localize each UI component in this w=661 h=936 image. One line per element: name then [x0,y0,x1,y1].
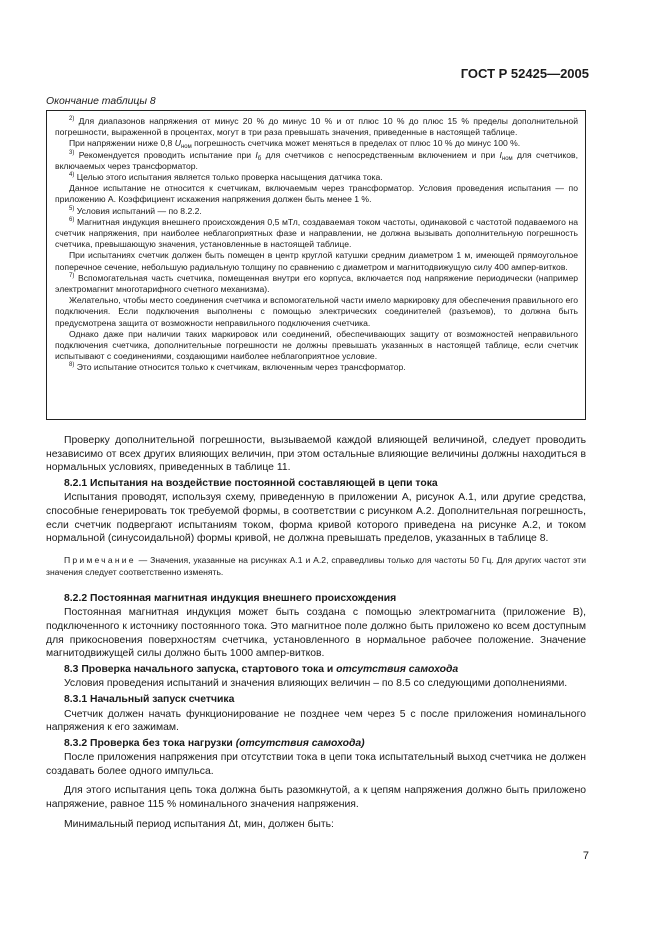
paragraph: Счетчик должен начать функционирование не позднее чем через 5 с после приложения номинального напряжения к его зажимам. [46,708,586,734]
note-label: Примечание [64,554,136,565]
page-number: 7 [582,850,589,862]
paragraph: Условия проведения испытаний и значения влияющих величин – по 8.5 со следующими дополнениями. [64,678,568,690]
paragraph: Постоянная магнитная индукция может быть создана с помощью электромагнита (приложение В), подключенного к источнику постоянного тока. Это магнитное поле должно быть приложено ко всем доступным для прикосновения поверхностям счетчика, установленного в нормальное рабочее положение. Значение магнитодвижущей силы должно быть 1000 ампер-витков. [46,607,586,660]
section-heading-8-2-1: 8.2.1 Испытания на воздействие постоянной составляющей в цепи тока [64,477,438,489]
paragraph: Для этого испытания цепь тока должна быть разомкнутой, а к цепям напряжения должно быть приложено напряжение, равное 115 % номинального значения напряжения. [46,785,586,811]
paragraph: После приложения напряжения при отсутствии тока в цепи тока испытательный выход счетчика не должен создавать более одного импульса. [46,752,586,777]
table-note: Однако даже при наличии таких маркировок или соединений, обеспечивающих защиту от возможностей неправильного подключения счетчика, дополнительные погрешности не должны превышать указанных в настоящей таблице, если счетчик испытывают с соединениями, создающими наиболее неблагоприятное условие. [55,328,578,362]
table-note: $^{3)}$ Рекомендуется проводить испытание при $I_б$ для счетчиков с непосредственным включением и при $I_{ном}$ для счетчиков, включаемых через трансформатор. [55,149,579,171]
table-note: $^{7)}$ Вспомогательная часть счетчика, помещенная внутри его корпуса, включается под напряжение периодически (например электромагнит многотарифного счетного механизма). [55,272,578,295]
table-note: $^{2)}$ Для диапазонов напряжения от минус 20 % до минус 10 % и от плюс 10 % до плюс 15 % пределы дополнительной погрешности, выраженной в процентах, могут в три раза превышать значения, приведенные в настоящей таблице. [55,116,578,138]
note [46,554,586,578]
paragraph: Испытания проводят, используя схему, приведенную в приложении А, рисунок А.1, или другие средства, способные генерировать ток требуемой формы, в соответствии с рисунком А.2. Дополнительная погрешность, если счетчик подвергают испытаниям током, форма кривой которого приведена на рисунке А.2, и током нормальной (синусоидальной) формы кривой, не должна превышать пределов, указанных в таблице 8. [46,492,586,545]
table-note: $^{8)}$ Это испытание относится только к счетчикам, включенным через трансформатор. [69,362,406,373]
note-text: — Значения, указанные на рисунках А.1 и А.2, справедливы только для частоты 50 Гц. Для других частот эти значения следует соответственно изменять. [46,554,586,577]
main-text [46,434,586,831]
paragraph: Минимальный период испытания Δt, мин, должен быть: [64,818,334,830]
section-heading-8-3-2: 8.3.2 Проверка без тока нагрузки (отсутствия самохода) [64,737,365,749]
table-note: Данное испытание не относится к счетчикам, включаемым через трансформатор. Условия проведения испытания — по приложению А. Коэффициент искажения напряжения должен быть менее 1 %. [55,183,578,205]
table-note: При напряжении ниже 0,8 $U_{ном}$ погрешность счетчика может меняться в пределах от плюс 10 % до минус 100 %. [69,138,521,151]
table-note: $^{4)}$ Целью этого испытания является только проверка насыщения датчика тока. [69,172,383,183]
section-heading-8-3-1: 8.3.1 Начальный запуск счетчика [64,693,235,705]
table-note: При испытаниях счетчик должен быть помещен в центр круглой катушки средним диаметром 1 м, имеющей прямоугольное поперечное сечение, небольшую радиальную толщину по сравнению с диаметром и магнитодвижущую силу 400 ампер-витков. [55,250,578,272]
section-heading-8-3: 8.3 Проверка начального запуска, стартового тока и отсутствия самохода [64,663,459,675]
section-heading-8-2-2: 8.2.2 Постоянная магнитная индукция внешнего происхождения [64,592,397,604]
table-continuation-caption: Окончание таблицы 8 [46,96,156,107]
table-note: $^{6)}$ Магнитная индукция внешнего происхождения 0,5 мТл, создаваемая током частоты, одинаковой с частотой подаваемого на счетчик напряжения, при наиболее неблагоприятных фазе и направлении, не должна вызывать дополнительную погрешность счетчика, превышающую значения, установленные в настоящей таблице. [55,216,579,250]
document-header: ГОСТ Р 52425—2005 [460,66,589,81]
table-note: Желательно, чтобы место соединения счетчика и вспомогательной части имело маркировку для обеспечения правильного его подключения. Если подключения выполнены с помощью электрических соединителей (разъемов), то должна быть предусмотрена защита от возможности неправильного подключения счетчика. [55,295,578,328]
table-notes-box [46,110,586,420]
paragraph: Проверку дополнительной погрешности, вызываемой каждой влияющей величиной, следует проводить независимо от всех других влияющих величин, при этом остальные влияющие величины должны находиться в нормальных условиях, приведенных в таблице 11. [46,435,586,474]
table-note: $^{5)}$ Условия испытаний — по 8.2.2. [69,205,202,216]
